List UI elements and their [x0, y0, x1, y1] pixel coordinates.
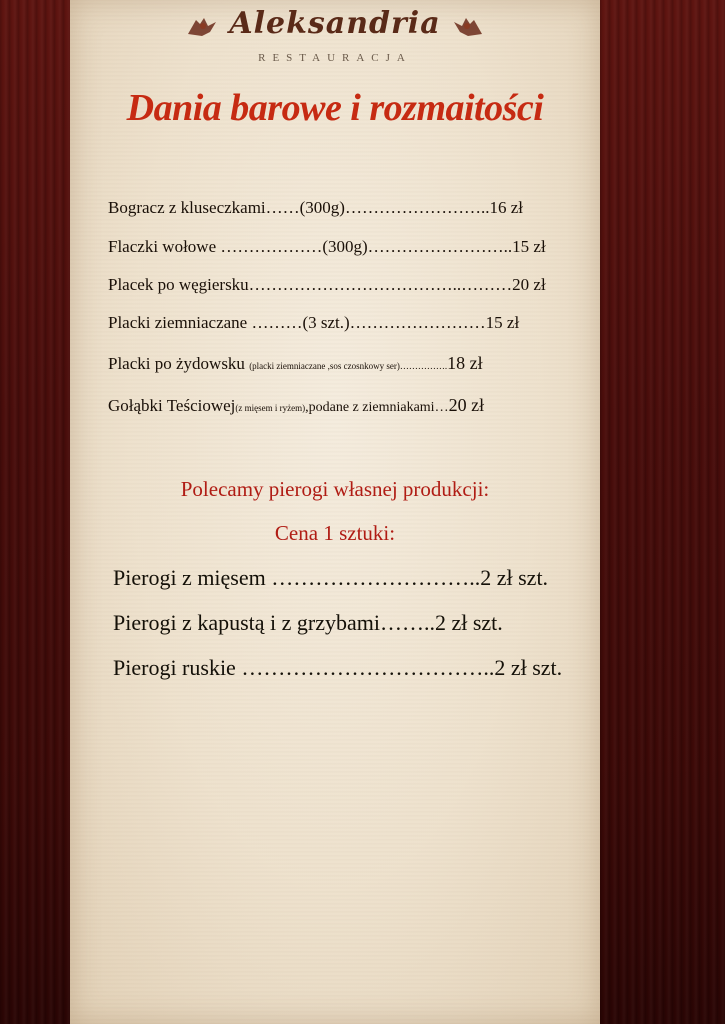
pierogi-item: Pierogi z kapustą i z grzybami……..2 zł szt.: [113, 610, 503, 635]
page-title: Dania barowe i rozmaitości: [126, 87, 544, 129]
menu-item: [108, 395, 558, 416]
pierogi-price-note: Cena 1 sztuki:: [274, 521, 396, 545]
menu-item: Flaczki wołowe ………………(300g)……………………..15 zł: [108, 237, 546, 256]
menu-item: [108, 353, 558, 374]
menu-item: Bogracz z kluseczkami……(300g)……………………..16 zł: [108, 198, 523, 217]
wood-border-right: [600, 0, 725, 1024]
wood-border-left: [0, 0, 70, 1024]
pierogi-item: Pierogi z mięsem ………………………..2 zł szt.: [113, 565, 549, 590]
menu-item: Placek po węgiersku………………………………..………20 zł: [108, 275, 546, 294]
menu-item-note: (z mięsem i ryżem): [235, 403, 306, 413]
pierogi-item: Pierogi ruskie ……………………………..2 zł szt.: [113, 655, 563, 680]
restaurant-name: Aleksandria: [229, 6, 441, 41]
menu-item-name: Placki po żydowsku: [108, 354, 250, 373]
menu-item: Placki ziemniaczane ………(3 szt.)……………………15 zł: [108, 313, 520, 332]
menu-item-note: (placki ziemniaczane ,sos czosnkowy ser)…………….: [249, 361, 448, 371]
pierogi-heading: Polecamy pierogi własnej produkcji:: [180, 477, 490, 501]
menu-page: [70, 0, 600, 1024]
restaurant-logo: [70, 6, 600, 41]
menu-item-price: 20 zł: [448, 395, 485, 415]
menu-item-price: 18 zł: [447, 353, 483, 373]
menu-item-detail: ,podane z ziemniakami…: [305, 400, 449, 415]
menu-item-name: Gołąbki Teściowej: [108, 396, 236, 415]
restaurant-subtitle: RESTAURACJA: [258, 52, 412, 64]
